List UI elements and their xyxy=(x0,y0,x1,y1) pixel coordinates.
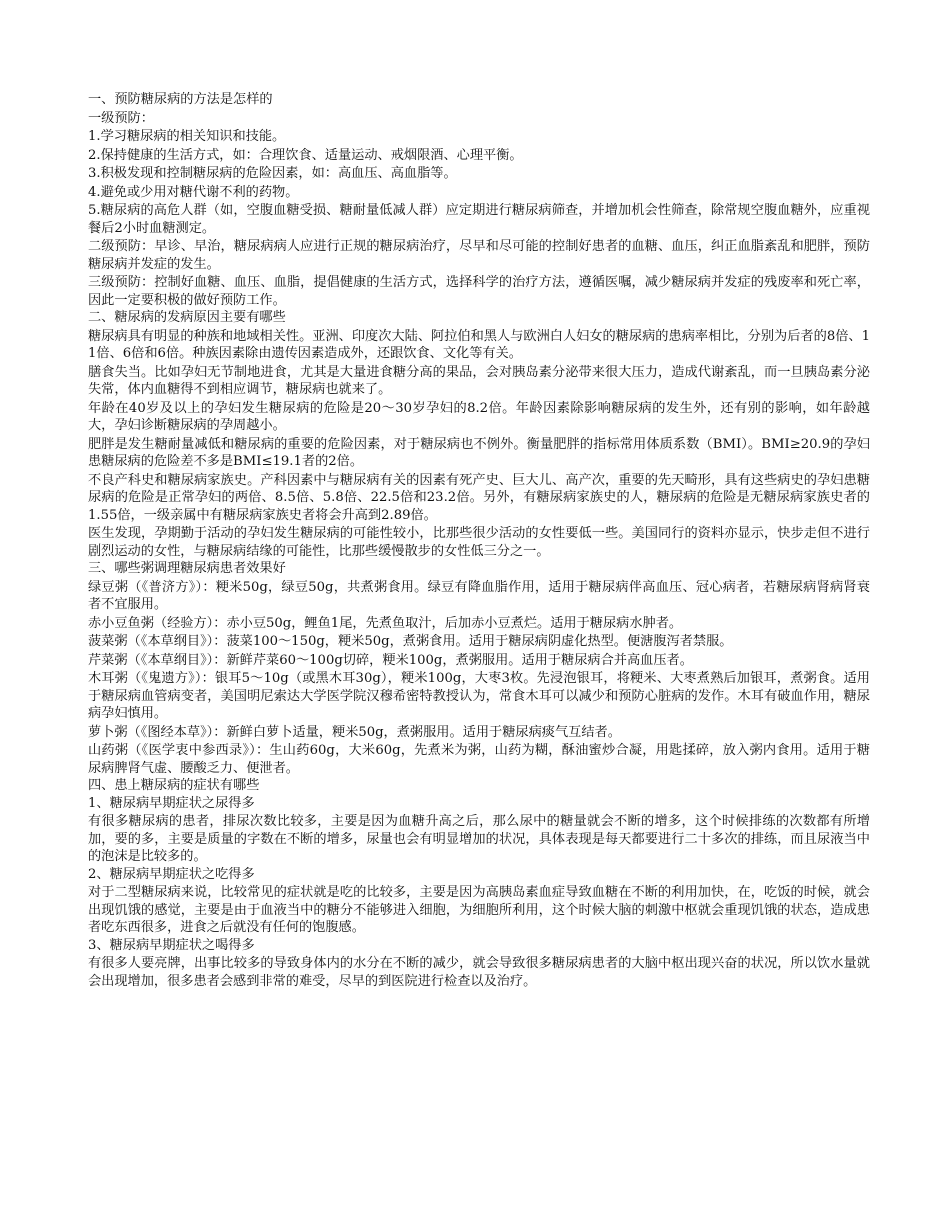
paragraph: 糖尿病具有明显的种族和地域相关性。亚洲、印度次大陆、阿拉伯和黑人与欧洲白人妇女的糖尿病的患病率相比，分别为后者的8倍、11倍、6倍和6倍。种族因素除由遗传因素造成外，还跟饮食、文化等有关。 xyxy=(88,328,870,361)
paragraph: 菠菜粥（《本草纲目》）：菠菜100～150g，粳米50g，煮粥食用。适用于糖尿病阴虚化热型。便溏腹泻者禁服。 xyxy=(88,634,733,649)
document-page xyxy=(88,91,870,990)
subheading-drinking: 3、糖尿病早期症状之喝得多 xyxy=(88,937,255,953)
subheading-eating: 2、糖尿病早期症状之吃得多 xyxy=(88,866,255,882)
paragraph: 山药粥（《医学衷中参西录》）：生山药60g，大米60g，先煮米为粥，山药为糊，酥油蜜炒合凝，用匙揉碎，放入粥内食用。适用于糖尿病脾肾气虚、腰酸乏力、便泄者。 xyxy=(88,743,870,776)
paragraph: 二级预防：早诊、早治，糖尿病病人应进行正规的糖尿病治疗，尽早和尽可能的控制好患者的血糖、血压，纠正血脂紊乱和肥胖，预防糖尿病并发症的发生。 xyxy=(88,239,870,272)
section-heading-porridge: 三、哪些粥调理糖尿病患者效果好 xyxy=(88,561,286,576)
section-heading-causes: 二、糖尿病的发病原因主要有哪些 xyxy=(88,310,286,325)
paragraph: 有很多糖尿病的患者，排尿次数比较多，主要是因为血糖升高之后，那么尿中的糖量就会不断的增多，这个时候排练的次数都有所增加，要的多，主要是质量的字数在不断的增多，尿量也会有明显增加的状况，具体表现是每天都要进行二十多次的排练，而且尿液当中的泡沫是比较多的。 xyxy=(88,814,870,864)
paragraph: 对于二型糖尿病来说，比较常见的症状就是吃的比较多，主要是因为高胰岛素血症导致血糖在不断的利用加快，在，吃饭的时候，就会出现饥饿的感觉，主要是由于血液当中的糖分不能够进入细胞，为细胞所利用，这个时候大脑的刺激中枢就会重现饥饿的状态，造成患者吃东西很多，进食之后就没有任何的饱腹感。 xyxy=(88,885,870,935)
paragraph: 医生发现，孕期勤于活动的孕妇发生糖尿病的可能性较小，比那些很少活动的女性要低一些。美国同行的资料亦显示，快步走但不进行剧烈运动的女性，与糖尿病结缘的可能性，比那些缓慢散步的女性低三分之一。 xyxy=(88,526,870,559)
section-heading-symptoms: 四、患上糖尿病的症状有哪些 xyxy=(88,778,260,793)
paragraph: 赤小豆鱼粥（经验方）：赤小豆50g，鲤鱼1尾，先煮鱼取汁，后加赤小豆煮烂。适用于糖尿病水肿者。 xyxy=(88,615,683,631)
paragraph: 2.保持健康的生活方式，如：合理饮食、适量运动、戒烟限酒、心理平衡。 xyxy=(88,147,523,163)
paragraph: 有很多人要亮牌，出事比较多的导致身体内的水分在不断的减少，就会导致很多糖尿病患者的大脑中枢出现兴奋的状况，所以饮水量就会出现增加，很多患者会感到非常的难受，尽早的到医院进行检查以及治疗。 xyxy=(88,956,870,989)
paragraph: 一级预防： xyxy=(88,110,154,126)
paragraph: 木耳粥（《鬼遗方》）：银耳5～10g（或黑木耳30g），粳米100g，大枣3枚。先浸泡银耳，将粳米、大枣煮熟后加银耳，煮粥食。适用于糖尿病血管病变者，美国明尼索达大学医学院汉穆希密特教授认为，常食木耳可以减少和预防心脏病的发作。木耳有破血作用，糖尿病孕妇慎用。 xyxy=(88,671,870,721)
paragraph: 芹菜粥（《本草纲目》）：新鲜芹菜60～100g切碎，粳米100g，煮粥服用。适用于糖尿病合并高血压者。 xyxy=(88,652,693,668)
paragraph: 5.糖尿病的高危人群（如，空腹血糖受损、糖耐量低减人群）应定期进行糖尿病筛查，并增加机会性筛查，除常规空腹血糖外，应重视餐后2小时血糖测定。 xyxy=(88,203,870,236)
paragraph: 1.学习糖尿病的相关知识和技能。 xyxy=(88,129,286,144)
paragraph: 不良产科史和糖尿病家族史。产科因素中与糖尿病有关的因素有死产史、巨大儿、高产次，重要的先天畸形，具有这些病史的孕妇患糖尿病的危险是正常孕妇的两倍、8.5倍、5.8倍、22.5倍和23.2倍。另外，有糖尿病家族史的人，糖尿病的危险是无糖尿病家族史者的1.55倍，一级亲属中有糖尿病家族史者将会升高到2.89倍。 xyxy=(88,472,870,523)
paragraph: 三级预防：控制好血糖、血压、血脂，提倡健康的生活方式，选择科学的治疗方法，遵循医嘱，减少糖尿病并发症的残废率和死亡率，因此一定要积极的做好预防工作。 xyxy=(88,275,870,308)
section-heading-prevention: 一、预防糖尿病的方法是怎样的 xyxy=(88,92,273,107)
subheading-urination: 1、糖尿病早期症状之尿得多 xyxy=(88,795,255,811)
paragraph: 肥胖是发生糖耐量减低和糖尿病的重要的危险因素，对于糖尿病也不例外。衡量肥胖的指标常用体质系数（BMI）。BMI≥20.9的孕妇患糖尿病的危险差不多是BMI≤19.1者的2倍。 xyxy=(88,436,870,469)
paragraph: 萝卜粥（《图经本草》）：新鲜白萝卜适量，粳米50g，煮粥服用。适用于糖尿病痰气互结者。 xyxy=(88,724,621,740)
paragraph: 膳食失当。比如孕妇无节制地进食，尤其是大量进食糖分高的果品，会对胰岛素分泌带来很大压力，造成代谢紊乱，而一旦胰岛素分泌失常，体内血糖得不到相应调节，糖尿病也就来了。 xyxy=(88,364,870,397)
paragraph: 绿豆粥（《普济方》）：粳米50g，绿豆50g，共煮粥食用。绿豆有降血脂作用，适用于糖尿病伴高血压、冠心病者，若糖尿病肾病肾衰者不宜服用。 xyxy=(88,579,870,612)
paragraph: 3.积极发现和控制糖尿病的危险因素，如：高血压、高血脂等。 xyxy=(88,166,457,181)
paragraph: 年龄在40岁及以上的孕妇发生糖尿病的危险是20～30岁孕妇的8.2倍。年龄因素除影响糖尿病的发生外，还有别的影响，如年龄越大，孕妇诊断糖尿病的孕周越小。 xyxy=(88,400,870,433)
paragraph: 4.避免或少用对糖代谢不利的药物。 xyxy=(88,184,299,200)
